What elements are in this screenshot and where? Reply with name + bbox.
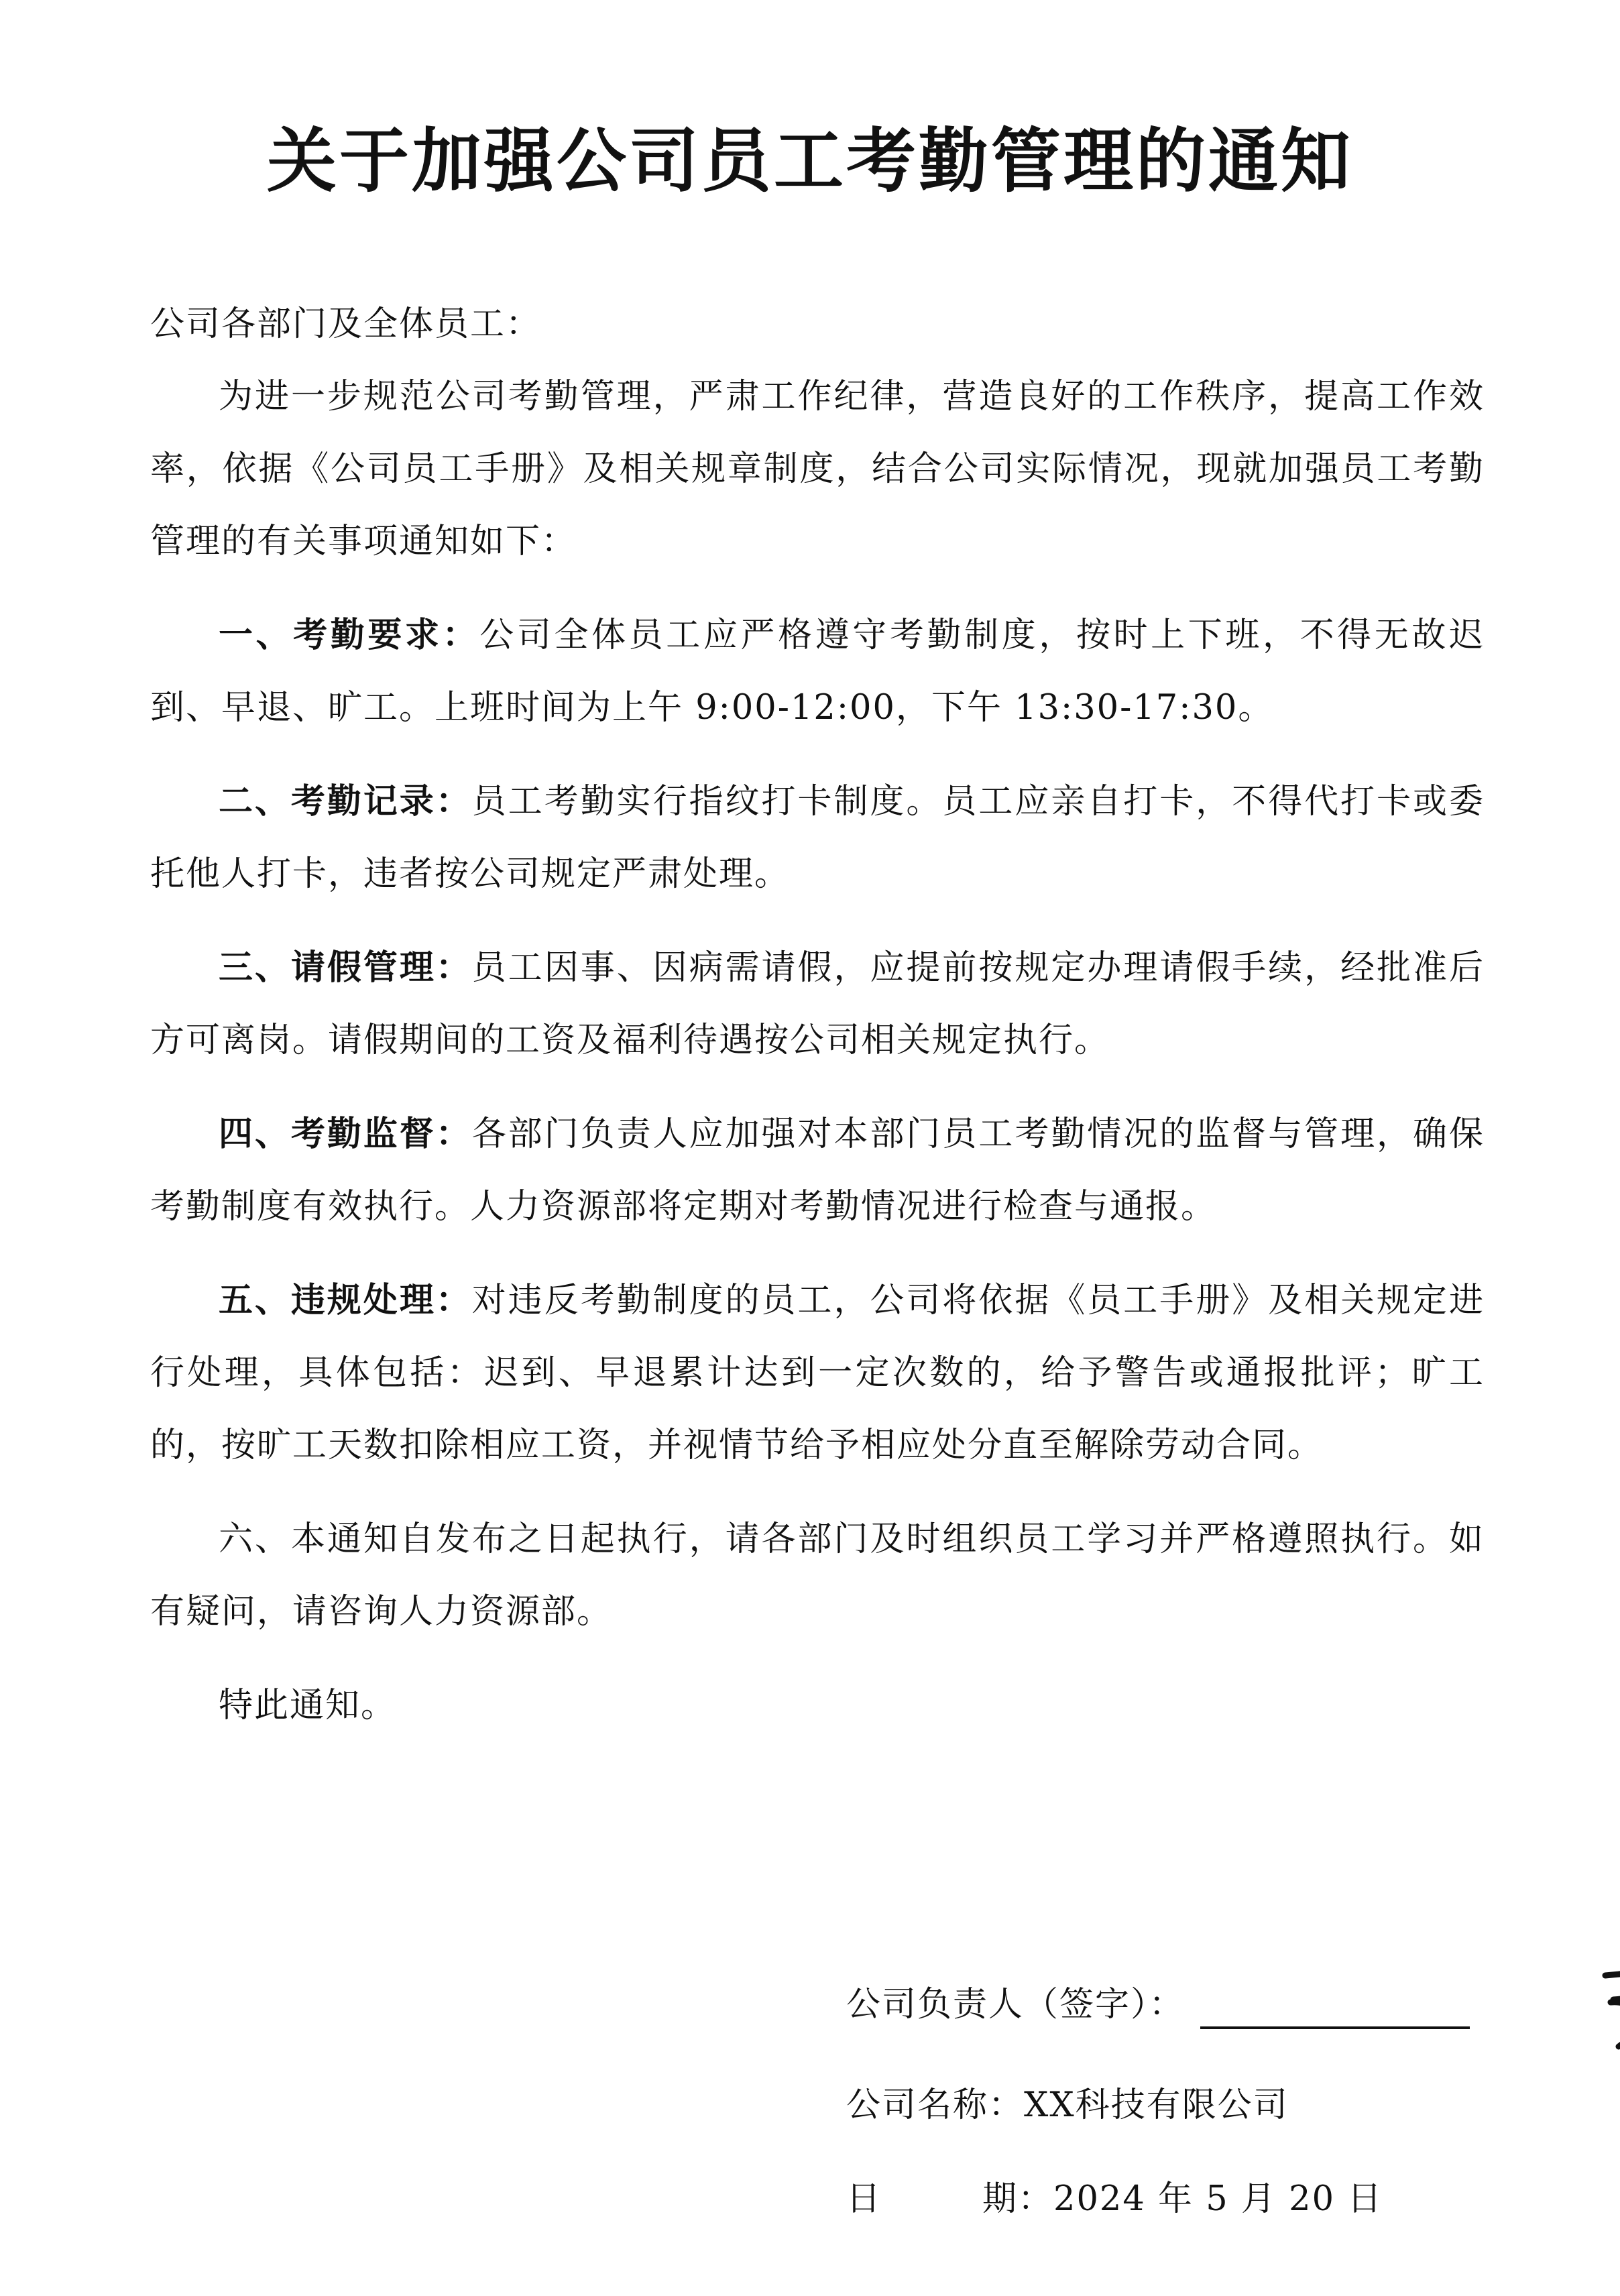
date-row — [846, 2176, 1383, 2223]
section-3-heading: 三、请假管理： — [219, 948, 472, 988]
section-1-text: 公司全体员工应严格遵守考勤制度，按时上下班，不得无故迟到、早退、旷工。上班时间为上午 9:00-12:00，下午 13:30-17:30。 — [150, 616, 1485, 728]
company-row — [846, 2082, 1289, 2129]
section-4-text: 各部门负责人应加强对本部门员工考勤情况的监督与管理，确保考勤制度有效执行。人力资源部将定期对考勤情况进行检查与通报。 — [150, 1114, 1485, 1226]
section-4-heading: 四、考勤监督： — [219, 1114, 472, 1154]
section-2 — [150, 766, 1485, 911]
date-label-first: 日 — [846, 2179, 882, 2219]
handwritten-signature — [1596, 1946, 1620, 2060]
section-5 — [150, 1265, 1485, 1482]
section-5-text: 对违反考勤制度的员工，公司将依据《员工手册》及相关规定进行处理，具体包括：迟到、早退累计达到一定次数的，给予警告或通报批评；旷工的，按旷工天数扣除相应工资，并视情节给予相应处分直至解除劳动合同。 — [150, 1281, 1485, 1465]
section-5-heading: 五、违规处理： — [219, 1281, 472, 1320]
section-6: 六、本通知自发布之日起执行，请各部门及时组织员工学习并严格遵照执行。如有疑问，请咨询人力资源部。 — [150, 1519, 1485, 1631]
section-2-text: 员工考勤实行指纹打卡制度。员工应亲自打卡，不得代打卡或委托他人打卡，违者按公司规定严肃处理。 — [150, 782, 1485, 894]
company-name: XX科技有限公司 — [1024, 2085, 1289, 2125]
section-1 — [150, 599, 1485, 744]
notice-body — [150, 288, 1485, 1742]
intro-paragraph: 为进一步规范公司考勤管理，严肃工作纪律，营造良好的工作秩序，提高工作效率，依据《公司员工手册》及相关规章制度，结合公司实际情况，现就加强员工考勤管理的有关事项通知如下： — [150, 377, 1485, 561]
section-4 — [150, 1098, 1485, 1243]
date-label-second: 期： — [982, 2179, 1054, 2219]
closing-line: 特此通知。 — [219, 1686, 397, 1725]
section-2-heading: 二、考勤记录： — [219, 782, 472, 821]
signature-line — [1200, 1986, 1470, 2029]
section-1-heading: 一、考勤要求： — [219, 616, 480, 655]
section-3-text: 员工因事、因病需请假，应提前按规定办理请假手续，经批准后方可离岗。请假期间的工资及福利待遇按公司相关规定执行。 — [150, 948, 1485, 1060]
notice-title: 关于加强公司员工考勤管理的通知 — [266, 120, 1353, 202]
signer-label: 公司负责人（签字）： — [846, 1985, 1185, 2024]
greeting: 公司各部门及全体员工： — [150, 304, 542, 344]
company-label: 公司名称： — [846, 2085, 1025, 2125]
section-3 — [150, 932, 1485, 1077]
date-value: 2024 年 5 月 20 日 — [1053, 2179, 1383, 2219]
